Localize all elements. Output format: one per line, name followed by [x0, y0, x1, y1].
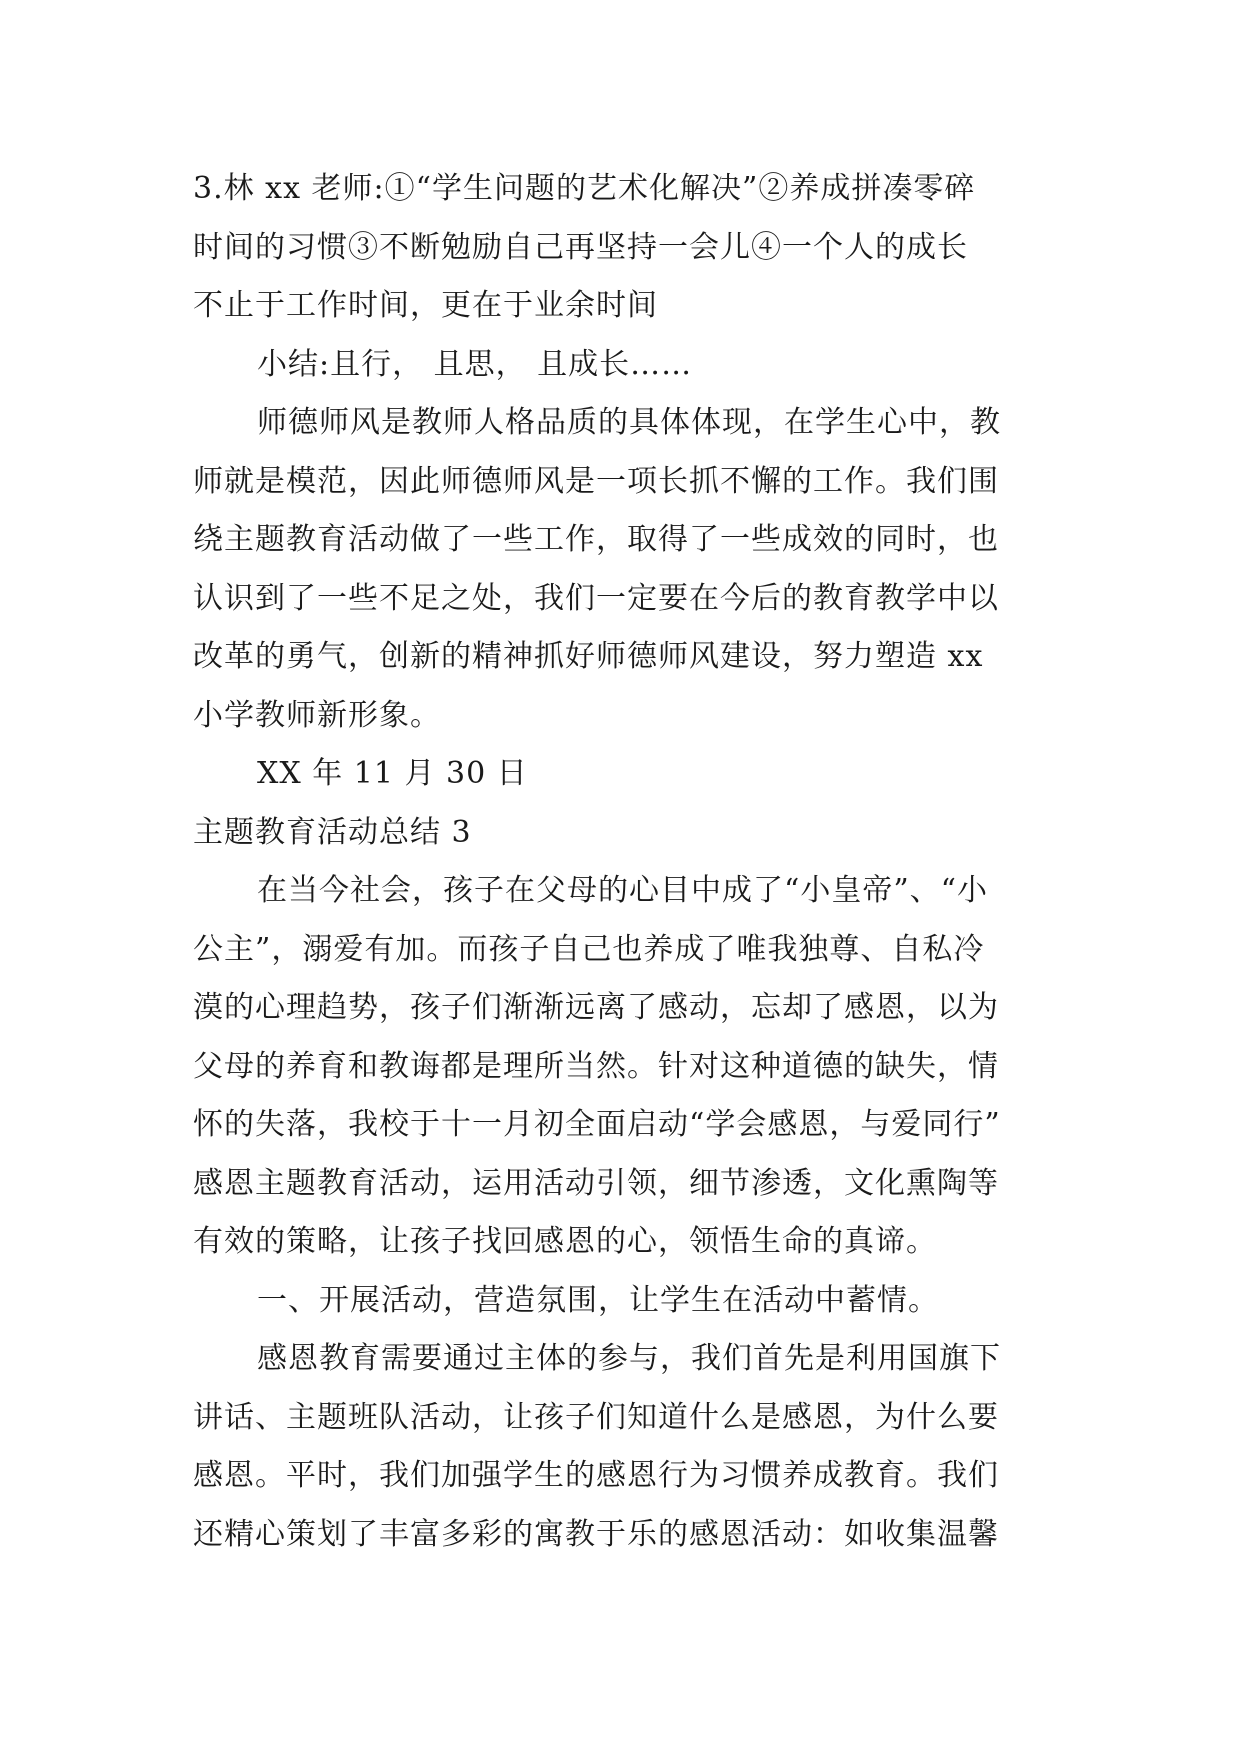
text-line: 认识到了一些不足之处，我们一定要在今后的教育教学中以 — [193, 580, 999, 616]
text-line: 怀的失落，我校于十一月初全面启动“学会感恩，与爱同行” — [193, 1107, 1001, 1142]
text-line: 师就是模范，因此师德师风是一项长抓不懈的工作。我们围 — [193, 463, 999, 499]
document-page — [193, 160, 1053, 1564]
text-line: 小学教师新形象。 — [193, 697, 441, 733]
text-line: 漠的心理趋势，孩子们渐渐远离了感动，忘却了感恩，以为 — [193, 990, 999, 1025]
text-line: 感恩教育需要通过主体的参与，我们首先是利用国旗下 — [257, 1341, 1001, 1376]
text-line: 不止于工作时间，更在于业余时间 — [193, 288, 658, 323]
text-line: 在当今社会，孩子在父母的心目中成了“小皇帝”、“小 — [257, 873, 989, 908]
text-line: 师德师风是教师人格品质的具体体现，在学生心中，教 — [257, 405, 1001, 440]
text-line: 感恩。平时，我们加强学生的感恩行为习惯养成教育。我们 — [193, 1458, 999, 1493]
section-heading: 主题教育活动总结 3 — [193, 814, 472, 850]
text-line: 公主”，溺爱有加。而孩子自己也养成了唯我独尊、自私冷 — [193, 931, 985, 967]
text-line: 绕主题教育活动做了一些工作，取得了一些成效的同时，也 — [193, 522, 999, 557]
text-line: 父母的养育和教诲都是理所当然。针对这种道德的缺失，情 — [193, 1048, 999, 1084]
text-line: 讲话、主题班队活动，让孩子们知道什么是感恩，为什么要 — [193, 1399, 999, 1435]
text-line: 时间的习惯③不断勉励自己再坚持一会儿④一个人的成长 — [193, 229, 968, 265]
text-line: 有效的策略，让孩子找回感恩的心，领悟生命的真谛。 — [193, 1224, 937, 1259]
text-line: 还精心策划了丰富多彩的寓教于乐的感恩活动：如收集温馨 — [193, 1516, 999, 1552]
text-line: 感恩主题教育活动，运用活动引领，细节渗透，文化熏陶等 — [193, 1165, 999, 1201]
text-line: 改革的勇气，创新的精神抓好师德师风建设，努力塑造 xx — [193, 639, 984, 674]
text-line: 3.林 xx 老师:①“学生问题的艺术化解决”②养成拼凑零碎 — [193, 171, 976, 206]
summary-line: 小结:且行， 且思， 且成长…… — [257, 346, 693, 382]
subheading-line: 一、开展活动，营造氛围，让学生在活动中蓄情。 — [257, 1282, 939, 1318]
date-line: XX 年 11 月 30 日 — [257, 756, 528, 791]
